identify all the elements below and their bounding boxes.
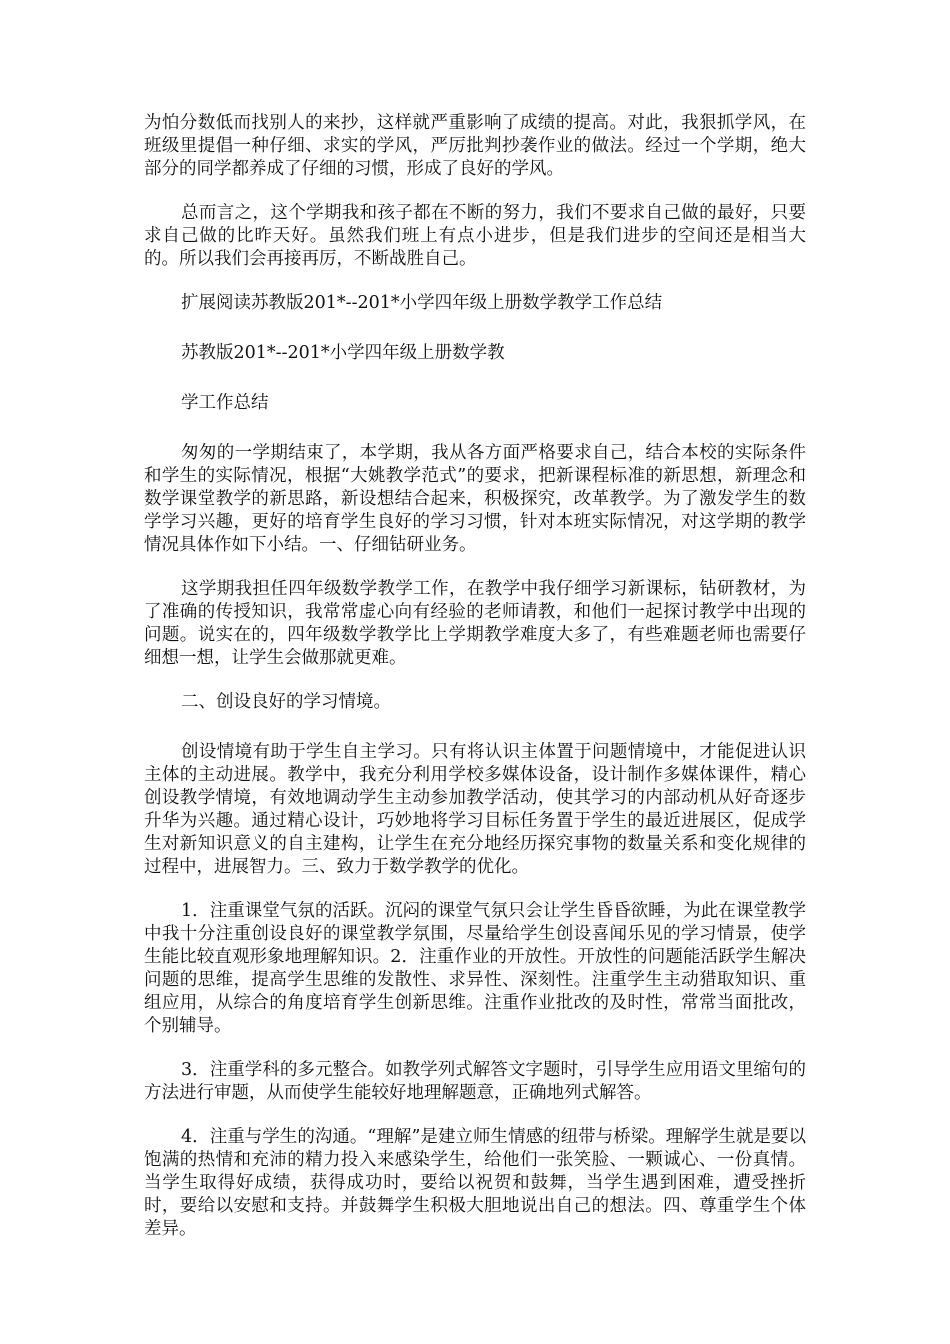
section-heading-2: 二、创设良好的学习情境。 [181, 692, 391, 712]
paragraph-teaching-work: 这学期我担任四年级数学教学工作，在教学中我仔细学习新课标，钻研教材，为了准确的传授知识，我常常虚心向有经验的老师请教，和他们一起探讨教学中出现的问题。说实在的，四年级数学教学比上学期教学难度大多了，有些难题老师也需要仔细想一想，让学生会做那就更难。 [144, 579, 806, 668]
paragraph-point-4: 4．注重与学生的沟通。“理解”是建立师生情感的纽带与桥梁。理解学生就是要以饱满的热情和充沛的精力投入来感染学生，给他们一张笑脸、一颗诚心、一份真情。当学生取得好成绩，获得成功时，要给以祝贺和鼓舞，当学生遇到困难，遭受挫折时，要给以安慰和支持。并鼓舞学生积极大胆地说出自己的想法。四、尊重学生个体差异。 [144, 1127, 806, 1239]
report-title-line-2: 学工作总结 [181, 393, 269, 413]
paragraph-point-1-2: 1．注重课堂气氛的活跃。沉闷的课堂气氛只会让学生昏昏欲睡，为此在课堂教学中我十分注重创设良好的课堂教学氛围，尽量给学生创设喜闻乐见的学习情景，使学生能比较直观形象地理解知识。2．注重作业的开放性。开放性的问题能活跃学生解决问题的思维，提高学生思维的发散性、求异性、深刻性。注重学生主动猎取知识、重组应用，从综合的角度培育学生创新思维。注重作业批改的及时性，常常当面批改，个别辅导。 [144, 901, 806, 1036]
report-title-line-1: 苏教版201*--201*小学四年级上册数学教 [181, 343, 505, 363]
document-page [144, 112, 806, 1262]
paragraph-intro: 匆匆的一学期结束了，本学期，我从各方面严格要求自己，结合本校的实际条件和学生的实际情况，根据“大姚教学范式”的要求，把新课程标准的新思想，新理念和数学课堂教学的新思路，新设想结合起来，积极探究，改革教学。为了激发学生的数学学习兴趣，更好的培育学生良好的学习习惯，针对本班实际情况，对这学期的教学情况具体作如下小结。一、仔细钻研业务。 [144, 443, 806, 555]
paragraph-situation: 创设情境有助于学生自主学习。只有将认识主体置于问题情境中，才能促进认识主体的主动进展。教学中，我充分利用学校多媒体设备，设计制作多媒体课件，精心创设教学情境，有效地调动学生主动参加教学活动，使其学习的内部动机从好奇逐步升华为兴趣。通过精心设计，巧妙地将学习目标任务置于学生的最近进展区，促成学生对新知识意义的自主建构，让学生在充分地经历探究事物的数量关系和变化规律的过程中，进展智力。三、致力于数学教学的优化。 [144, 742, 806, 877]
paragraph-continuation: 为怕分数低而找别人的来抄，这样就严重影响了成绩的提高。对此，我狠抓学风，在班级里提倡一种仔细、求实的学风，严厉批判抄袭作业的做法。经过一个学期，绝大部分的同学都养成了仔细的习惯，形成了良好的学风。 [144, 113, 806, 179]
paragraph-summary: 总而言之，这个学期我和孩子都在不断的努力，我们不要求自己做的最好，只要求自己做的比昨天好。虽然我们班上有点小进步，但是我们进步的空间还是相当大的。所以我们会再接再厉，不断战胜自己。 [144, 203, 806, 269]
extended-reading-title: 扩展阅读苏教版201*--201*小学四年级上册数学教学工作总结 [181, 293, 663, 313]
paragraph-point-3: 3．注重学科的多元整合。如教学列式解答文字题时，引导学生应用语文里缩句的方法进行审题，从而使学生能较好地理解题意，正确地列式解答。 [144, 1060, 806, 1103]
